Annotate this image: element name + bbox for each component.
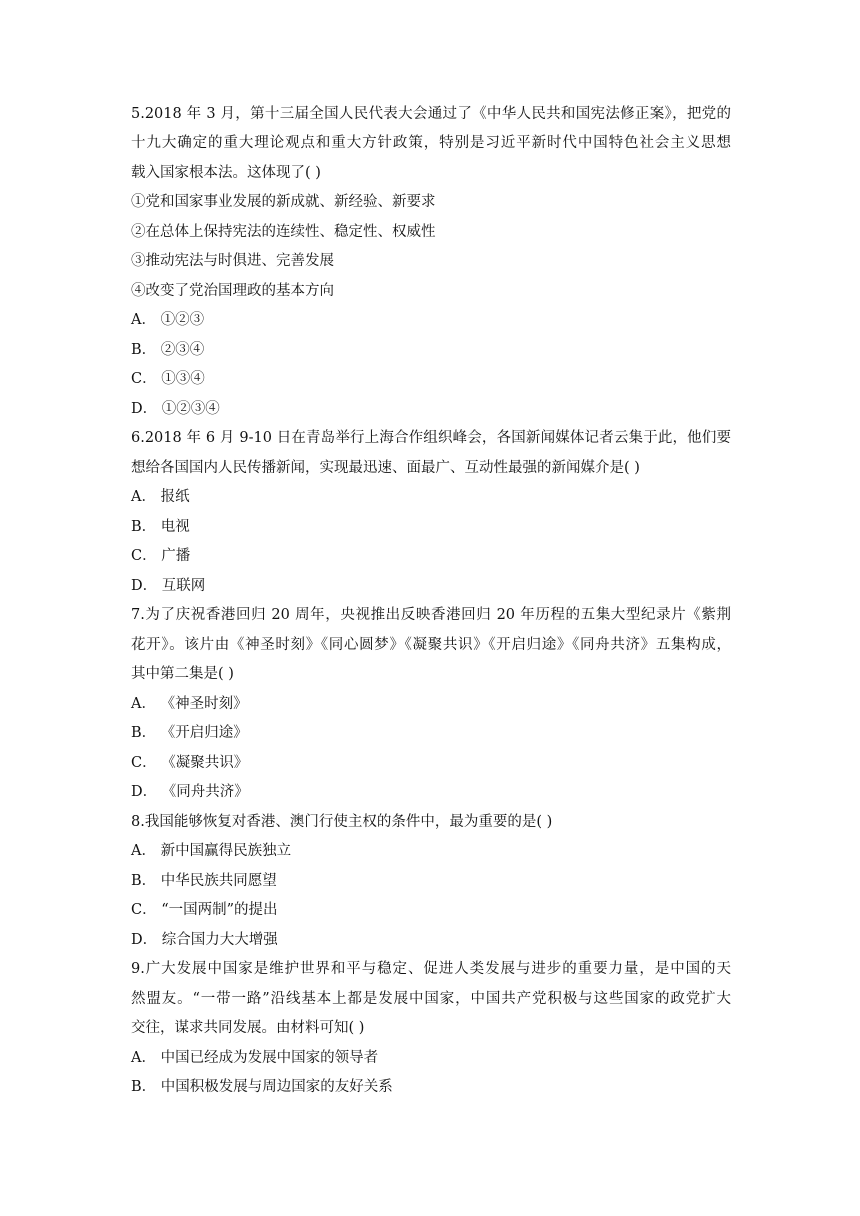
q5-option-d: D． ①②③④: [131, 401, 220, 417]
q9-stem-line-1: 9.广大发展中国家是维护世界和平与稳定、促进人类发展与进步的重要力量，是中国的天: [131, 961, 731, 977]
q6-option-c: C． 广播: [131, 548, 191, 564]
q6-stem-line-2: 想给各国国内人民传播新闻，实现最迅速、面最广、互动性最强的新闻媒介是( ): [131, 460, 640, 476]
q9-option-a: A． 中国已经成为发展中国家的领导者: [131, 1050, 379, 1066]
q7-stem-line-3: 其中第二集是( ): [131, 666, 234, 682]
q5-option-c: C． ①③④: [131, 371, 205, 387]
q5-stem-line-2: 十九大确定的重大理论观点和重大方针政策，特别是习近平新时代中国特色社会主义思想: [131, 135, 731, 151]
q9-stem-line-2: 然盟友。“一带一路”沿线基本上都是发展中国家，中国共产党积极与这些国家的政党扩大: [131, 991, 731, 1007]
q7-option-d: D． 《同舟共济》: [131, 784, 249, 800]
q5-option-a: A． ①②③: [131, 312, 205, 328]
q7-option-a: A． 《神圣时刻》: [131, 696, 248, 712]
q8-option-d: D． 综合国力大大增强: [131, 932, 278, 948]
q6-stem-line-1: 6.2018 年 6 月 9-10 日在青岛举行上海合作组织峰会，各国新闻媒体记者云集于此，他们要: [131, 430, 731, 446]
q8-stem-line-1: 8.我国能够恢复对香港、澳门行使主权的条件中，最为重要的是( ): [131, 814, 553, 830]
q7-option-b: B． 《开启归途》: [131, 725, 248, 741]
q5-stem-line-3: 载入国家根本法。这体现了( ): [131, 165, 321, 181]
q7-stem-line-2: 花开》。该片由《神圣时刻》《同心圆梦》《凝聚共识》《开启归途》《同舟共济》五集构成，: [131, 637, 731, 653]
q7-option-c: C． 《凝聚共识》: [131, 755, 249, 771]
q8-option-b: B． 中华民族共同愿望: [131, 873, 277, 889]
q5-option-b: B． ②③④: [131, 342, 205, 358]
q5-statement-1: ①党和国家事业发展的新成就、新经验、新要求: [131, 194, 436, 210]
q6-option-d: D． 互联网: [131, 578, 206, 594]
q6-option-a: A． 报纸: [131, 489, 190, 505]
q9-option-b: B． 中国积极发展与周边国家的友好关系: [131, 1079, 393, 1095]
q8-option-a: A． 新中国赢得民族独立: [131, 843, 292, 859]
q6-option-b: B． 电视: [131, 519, 190, 535]
q7-stem-line-1: 7.为了庆祝香港回归 20 周年，央视推出反映香港回归 20 年历程的五集大型纪录片《紫荆: [131, 607, 731, 623]
q5-statement-2: ②在总体上保持宪法的连续性、稳定性、权威性: [131, 224, 436, 240]
q9-stem-line-3: 交往，谋求共同发展。由材料可知( ): [131, 1020, 365, 1036]
q8-option-c: C． “一国两制”的提出: [131, 902, 278, 918]
q5-statement-3: ③推动宪法与时俱进、完善发展: [131, 253, 334, 269]
q5-statement-4: ④改变了党治国理政的基本方向: [131, 283, 334, 299]
q5-stem-line-1: 5.2018 年 3 月，第十三届全国人民代表大会通过了《中华人民共和国宪法修正案》，把党的: [131, 106, 731, 122]
